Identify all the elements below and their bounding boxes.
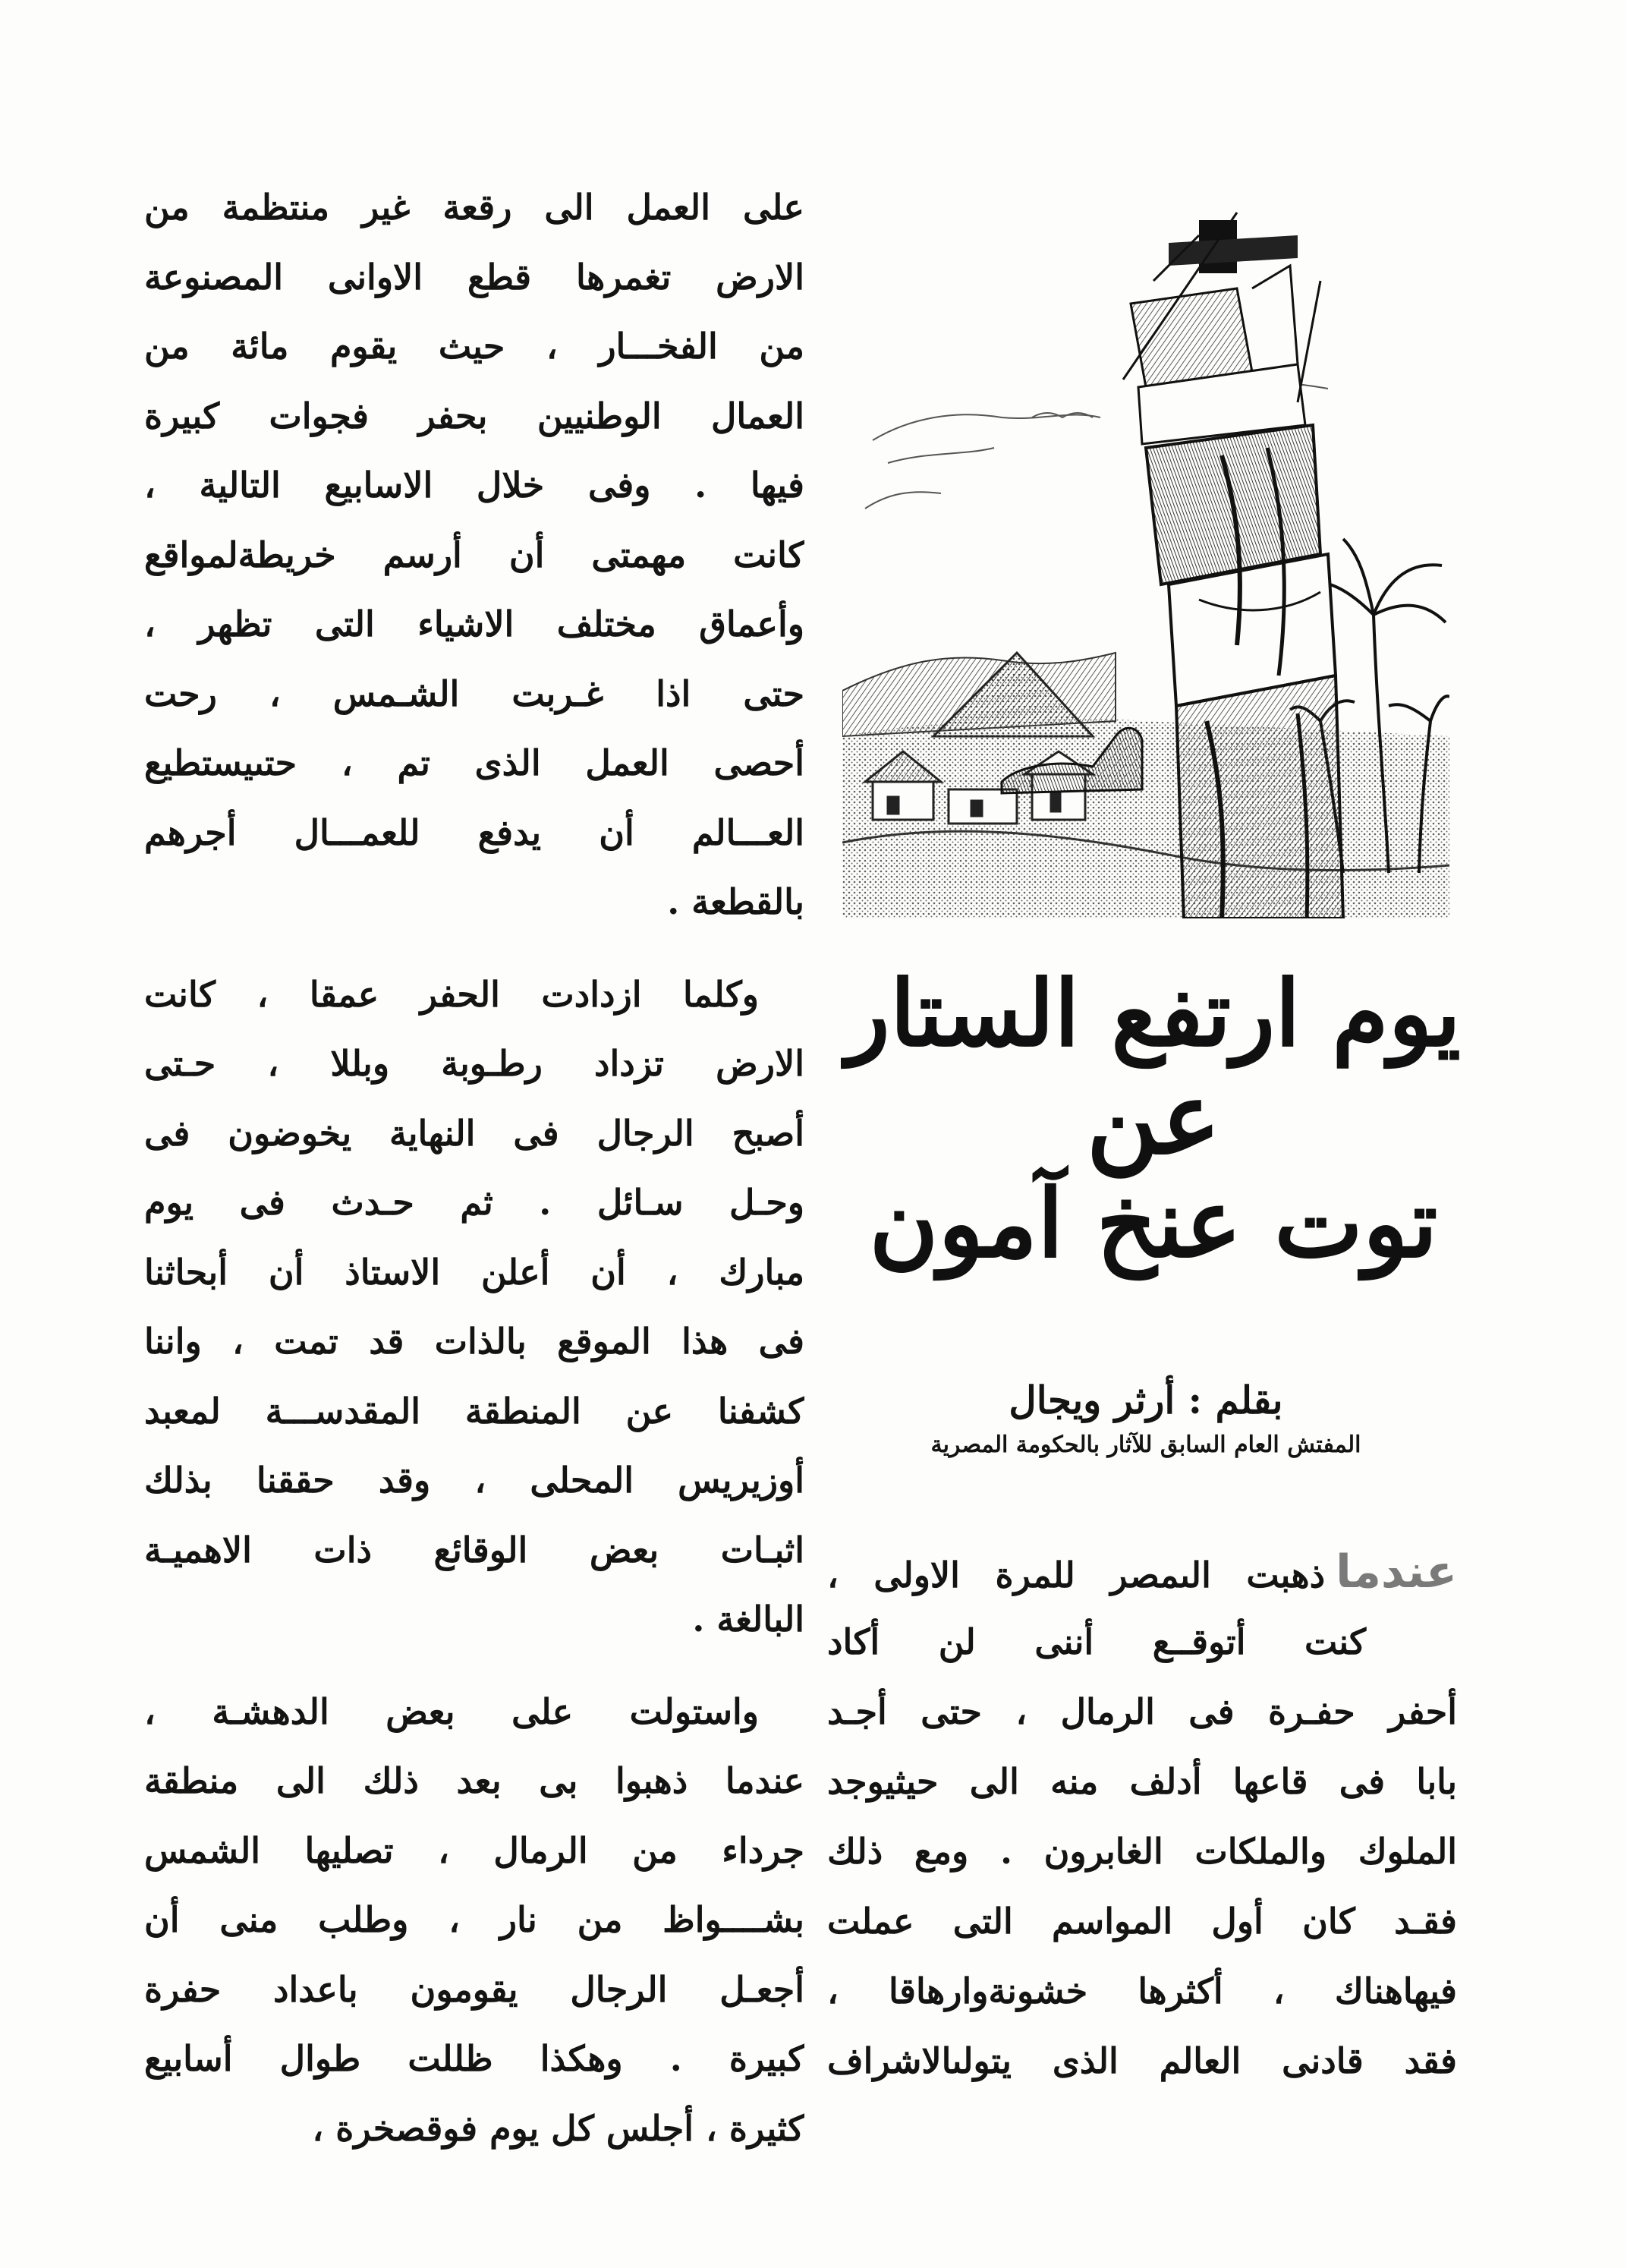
text-line: الملوك والملكات الغابرون . ومع ذلك bbox=[827, 1831, 1457, 1872]
text-line: الارض تغمرها قطع الاوانى المصنوعة bbox=[144, 256, 804, 298]
title-line-1: يوم ارتفع الستار bbox=[845, 960, 1462, 1067]
text-line: أحصى العمل الذى تم ، حتىيستطيع bbox=[144, 742, 804, 783]
text-line: أوزيريس المحلى ، وقد حققنا بذلك bbox=[144, 1460, 804, 1501]
text-line: كنت أتوقــع أننى لن أكاد bbox=[827, 1621, 1366, 1662]
text-line: كبيرة . وهكذا ظللت طوال أسابيع bbox=[144, 2038, 804, 2079]
text-line: مبارك ، أن أعلن الاستاذ أن أبحاثنا bbox=[144, 1251, 804, 1293]
text-line: فيها . وفى خلال الاسابيع التالية ، bbox=[144, 465, 804, 506]
text-line: وأعماق مختلف الاشياء التى تظهر ، bbox=[144, 603, 804, 644]
dropcap: عندما bbox=[1336, 1545, 1457, 1599]
byline bbox=[842, 1374, 1449, 1463]
left-text-column bbox=[144, 173, 804, 2163]
text-line: حتى اذا غـربت الشـمس ، رحت bbox=[144, 673, 804, 714]
author-name: بقلم : أرثر ويجال bbox=[1009, 1378, 1283, 1422]
text-line: من الفخـــار ، حيث يقوم مائة من bbox=[144, 326, 804, 367]
text-line: واستولت على بعض الدهشـة ، bbox=[144, 1690, 759, 1732]
text-line: كثيرة ، أجلس كل يوم فوقصخرة ، bbox=[312, 2107, 804, 2149]
text-line bbox=[827, 1537, 1457, 1607]
text-line: عندما ذهبوا بى بعد ذلك الى منطقة bbox=[144, 1760, 804, 1801]
title-line-3: توت عنخ آمون bbox=[869, 1169, 1438, 1279]
text-line-rest: ذهبت الىمصر للمرة الاولى ، bbox=[827, 1555, 1326, 1595]
paragraph-2 bbox=[144, 960, 804, 1655]
text-line: جرداء من الرمال ، تصليها الشمس bbox=[144, 1829, 804, 1871]
text-line: الارض تزداد رطـوبة وبللا ، حـتى bbox=[144, 1043, 804, 1084]
text-line: أصبح الرجال فى النهاية يخوضون فى bbox=[144, 1112, 804, 1154]
temple-column-illustration bbox=[842, 190, 1449, 918]
title-line-2: عن bbox=[1086, 1060, 1221, 1177]
right-text-column bbox=[827, 1537, 1457, 2096]
paragraph-3 bbox=[144, 1677, 804, 2164]
text-line: بالقطعة . bbox=[667, 881, 804, 922]
text-line: بشــــواظ من نار ، وطلب منى أن bbox=[144, 1899, 804, 1940]
text-line: اثبـات بعض الوقائع ذات الاهميـة bbox=[144, 1529, 804, 1570]
article-title bbox=[842, 960, 1465, 1313]
text-line: البالغة . bbox=[692, 1599, 804, 1640]
text-line: العـــالم أن يدفع للعمـــال أجرهم bbox=[144, 811, 804, 853]
text-line: وكلما ازدادت الحفر عمقا ، كانت bbox=[144, 973, 759, 1015]
text-line: فيهاهناك ، أكثرها خشونةوارهاقا ، bbox=[827, 1970, 1457, 2011]
text-line: فى هذا الموقع بالذات قد تمت ، واننا bbox=[144, 1321, 804, 1362]
text-line: بابا فى قاعها أدلف منه الى حيثيوجد bbox=[827, 1761, 1457, 1802]
text-line: كانت مهمتى أن أرسم خريطةلمواقع bbox=[144, 534, 804, 575]
text-line: العمال الوطنيين بحفر فجوات كبيرة bbox=[144, 395, 804, 436]
text-line: أحفر حفـرة فى الرمال ، حتى أجـد bbox=[827, 1691, 1457, 1732]
author-role: المفتش العام السابق للآثار بالحكومة المصرية bbox=[930, 1432, 1361, 1458]
text-line: على العمل الى رقعة غير منتظمة من bbox=[144, 187, 804, 228]
text-line: فقـد كان أول المواسم التى عملت bbox=[827, 1901, 1457, 1942]
text-line: وحـل سـائل . ثم حـدث فى يوم bbox=[144, 1182, 804, 1223]
text-line: فقد قادنى العالم الذى يتولىالاشراف bbox=[827, 2040, 1457, 2081]
text-line: كشفنا عن المنطقة المقدســـة لمعبد bbox=[144, 1390, 804, 1432]
paragraph-1 bbox=[144, 173, 804, 937]
text-line: أجعـل الرجال يقومون باعداد حفرة bbox=[144, 1968, 804, 2010]
